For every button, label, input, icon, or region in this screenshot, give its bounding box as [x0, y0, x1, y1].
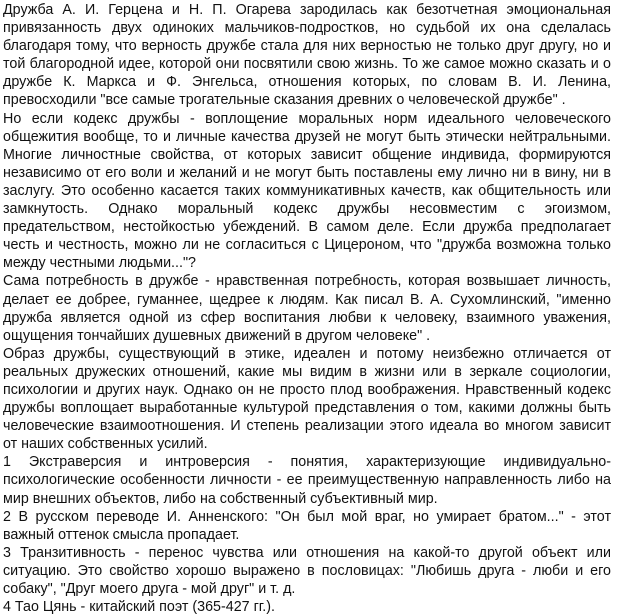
footnote-4-tao-qian: 4 Тао Цянь - китайский поэт (365-427 гг.). — [3, 599, 275, 616]
paragraph-friendship-moral-code: Но если кодекс дружбы - воплощение моральных норм идеального человеческого общежития вообще, то и личные качества друзей не могут быть этически нейтральными. Многие личностные свойства, от которых зависит общение индивида, формируются независимо от его воли и желаний и не могут быть поставлены ему лично ни в вину, ни в заслугу. Это особенно касается таких коммуникативных качеств, как общительность или замкнутость. Однако моральный кодекс дружбы несовместим с эгоизмом, предательством, нестойкостью убеждений. В самом деле. Если дружба предполагает честь и честность, можно ли не согласиться с Цицероном, что "дружба возможна только между честными людьми..."? — [3, 110, 611, 272]
footnote-1-extraversion: 1 Экстраверсия и интроверсия - понятия, характеризующие индивидуально-психологические особенности личности - ее преимущественную направленность либо на мир внешних объектов, либо на собственный субъективный мир. — [3, 454, 611, 507]
paragraph-ideal-of-friendship: Образ дружбы, существующий в этике, идеален и потому неизбежно отличается от реальных дружеских отношений, какие мы видим в жизни или в зеркале социологии, психологии и других наук. Однако он не просто плод воображения. Нравственный кодекс дружбы воплощает выработанные культурой представления о том, какими должны быть человеческие взаимоотношения. И степень реализации этого идеала во многом зависит от наших собственных усилий. — [3, 345, 611, 453]
footnote-3-transitivity: 3 Транзитивность - перенос чувства или отношения на какой-то другой объект или ситуацию. Это свойство хорошо выражено в пословицах: "Любишь друга - люби и его собаку", "Друг моего друга - мой друг" и т. д. — [3, 544, 611, 597]
footnote-2-annensky-translation: 2 В русском переводе И. Анненского: "Он был мой враг, но умирает братом..." - этот важный оттенок смысла пропадает. — [3, 508, 611, 543]
paragraph-need-for-friendship: Сама потребность в дружбе - нравственная потребность, которая возвышает личность, делает ее добрее, гуманнее, щедрее к людям. Как писал В. А. Сухомлинский, "именно дружба является одной из сфер воспитания любви к человеку, взаимного уважения, ощущения тончайших душевных движений в другом человеке" . — [3, 273, 611, 344]
paragraph-herzen-ogarev-friendship: Дружба А. И. Герцена и Н. П. Огарева зародилась как безотчетная эмоциональная привязанность двух одиноких мальчиков-подростков, но судьбой их она сделалась благодаря тому, что верность дружбе стала для них верностью не только друг другу, но и той благородной идее, которой они посвятили свою жизнь. То же самое можно сказать и о дружбе К. Маркса и Ф. Энгельса, отношения которых, по словам В. И. Ленина, превосходили "все самые трогательные сказания древних о человеческой дружбе" . — [3, 2, 611, 109]
